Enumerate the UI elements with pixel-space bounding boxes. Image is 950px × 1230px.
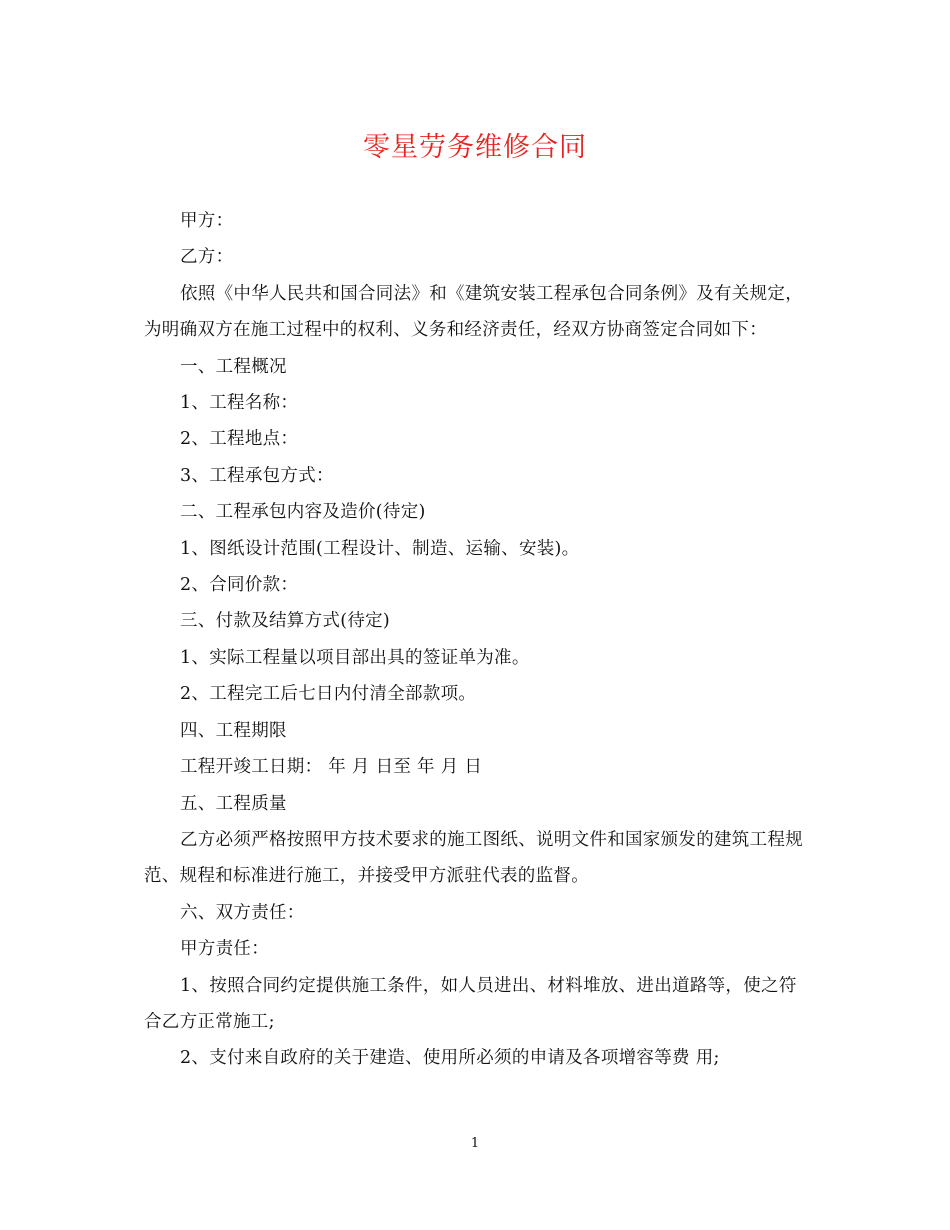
clause-quality-standards: 乙方必须严格按照甲方技术要求的施工图纸、说明文件和国家颁发的建筑工程规范、规程和标准进行施工，并接受甲方派驻代表的监督。 — [144, 829, 803, 887]
clause-payment-deadline: 2、工程完工后七日内付清全部款项。 — [180, 684, 477, 705]
clause-contract-price: 2、合同价款： — [180, 575, 299, 596]
clause-work-quantity: 1、实际工程量以项目部出具的签证单为准。 — [180, 647, 530, 668]
clause-government-fees: 2、支付来自政府的关于建造、使用所必须的申请及各项增容等费 用; — [180, 1048, 720, 1069]
section-heading-duration: 四、工程期限 — [180, 720, 287, 741]
clause-design-scope: 1、图纸设计范围(工程设计、制造、运输、安装)。 — [180, 538, 580, 559]
document-title: 零星劳务维修合同 — [363, 132, 587, 163]
clause-project-location: 2、工程地点： — [180, 429, 299, 450]
party-b-line: 乙方： — [180, 247, 234, 268]
section-heading-scope-price: 二、工程承包内容及造价(待定) — [180, 502, 426, 523]
subheading-party-a-duties: 甲方责任： — [180, 939, 269, 960]
preamble-paragraph: 依照《中华人民共和国合同法》和《建筑安装工程承包合同条例》及有关规定，为明确双方在施工过程中的权利、义务和经济责任，经双方协商签定合同如下： — [144, 283, 803, 341]
clause-contracting-method: 3、工程承包方式： — [180, 465, 334, 486]
section-heading-responsibilities: 六、双方责任： — [180, 902, 305, 923]
section-heading-quality: 五、工程质量 — [180, 793, 287, 814]
section-heading-overview: 一、工程概况 — [180, 356, 287, 377]
party-a-line: 甲方： — [180, 211, 234, 231]
clause-site-conditions: 1、按照合同约定提供施工条件，如人员进出、材料堆放、进出道路等，使之符合乙方正常施工; — [144, 975, 797, 1032]
clause-project-name: 1、工程名称： — [180, 393, 299, 414]
document-body — [144, 203, 807, 1077]
page-number: 1 — [470, 1136, 480, 1151]
clause-start-end-dates: 工程开竣工日期： 年 月 日至 年 月 日 — [180, 757, 483, 778]
section-heading-payment: 三、付款及结算方式(待定) — [180, 611, 391, 632]
